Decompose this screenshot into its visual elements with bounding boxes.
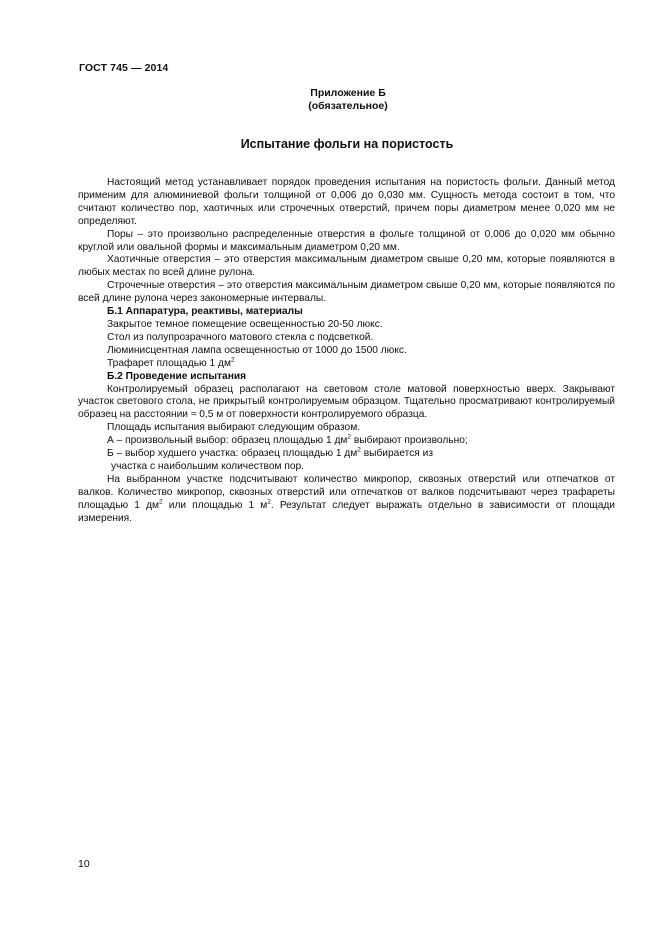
paragraph-pores-definition: Поры – это произвольно распределенные отверстия в фольге толщиной от 0,006 до 0,020 мм обычно круглой или овальной формы и максимальным диаметром 0,20 мм. — [78, 228, 615, 253]
section-heading-procedure: Б.2 Проведение испытания — [107, 370, 247, 382]
paragraph-stencil — [78, 358, 615, 371]
paragraph-counting — [78, 474, 615, 526]
standard-code: ГОСТ 745 — 2014 — [79, 62, 169, 74]
paragraph-dark-room: Закрытое темное помещение освещенностью 20-50 люкс. — [107, 318, 383, 330]
page-number: 10 — [78, 858, 90, 870]
counting-text: На выбранном участке подсчитывают количество микропор, сквозных отверстий или отпечатков от валков. Количество микропор, сквозных отверстий или отпечатков от валков подсчитывают через трафареты площадью 1 дм — [78, 473, 615, 511]
paragraph-option-b — [78, 448, 615, 461]
appendix-title: Приложение Б — [310, 87, 386, 99]
option-b-text-end: выбирается из — [360, 448, 433, 460]
superscript-2: 2 — [230, 356, 235, 364]
superscript-2: 2 — [159, 498, 163, 506]
option-a-text-end: выбирают произвольно; — [351, 435, 468, 447]
document-body — [78, 177, 615, 525]
option-a-text: А – произвольный выбор: образец площадью 1 дм — [107, 435, 348, 447]
superscript-2: 2 — [267, 498, 271, 506]
page-title: Испытание фольги на пористость — [240, 137, 454, 151]
paragraph-line-holes: Строчечные отверстия – это отверстия максимальным диаметром свыше 0,20 мм, которые появляются по всей длине рулона через закономерные интервалы. — [78, 280, 615, 305]
section-heading-equipment: Б.1 Аппаратура, реактивы, материалы — [107, 306, 303, 318]
superscript-2: 2 — [357, 446, 361, 454]
appendix-status: (обязательное) — [308, 100, 388, 112]
superscript-2: 2 — [347, 433, 352, 441]
counting-text-end: . Результат следует выражать отдельно в зависимости от площади измерения. — [78, 499, 615, 524]
option-b-text: Б – выбор худшего участка: образец площадью 1 дм — [107, 448, 358, 460]
stencil-text: Трафарет площадью 1 дм — [107, 357, 231, 369]
paragraph-glass-table: Стол из полупрозрачного матового стекла с подсветкой. — [107, 331, 374, 343]
appendix-heading — [200, 87, 496, 113]
paragraph-lamp: Люминисцентная лампа освещенностью от 1000 до 1500 люкс. — [107, 344, 407, 356]
paragraph-random-holes: Хаотичные отверстия – это отверстия максимальным диаметром свыше 0,20 мм, которые появляются в любых местах по всей длине рулона. — [78, 254, 615, 279]
paragraph-method-intro: Настоящий метод устанавливает порядок проведения испытания на пористость фольги. Данный метод применим для алюминиевой фольги толщиной от 0,006 до 0,030 мм. Сущность метода состоит в том, что считают количество пор, хаотичных или строчечных отверстий, причем поры диаметром менее 0,020 мм не определяют. — [78, 177, 615, 227]
paragraph-option-b-continuation: участка с наибольшим количеством пор. — [111, 460, 304, 472]
paragraph-option-a — [78, 435, 615, 448]
paragraph-sample-placement: Контролируемый образец располагают на световом столе матовой поверхностью вверх. Закрывают участок светового стола, не прикрытый контролируемым образцом. Тщательно просматривают контролируемый образец на расстоянии ≈ 0,5 м от поверхности контролируемого образца. — [78, 383, 615, 421]
counting-text-mid: или площадью 1 м — [162, 499, 268, 511]
paragraph-area-selection: Площадь испытания выбирают следующим образом. — [107, 422, 361, 434]
